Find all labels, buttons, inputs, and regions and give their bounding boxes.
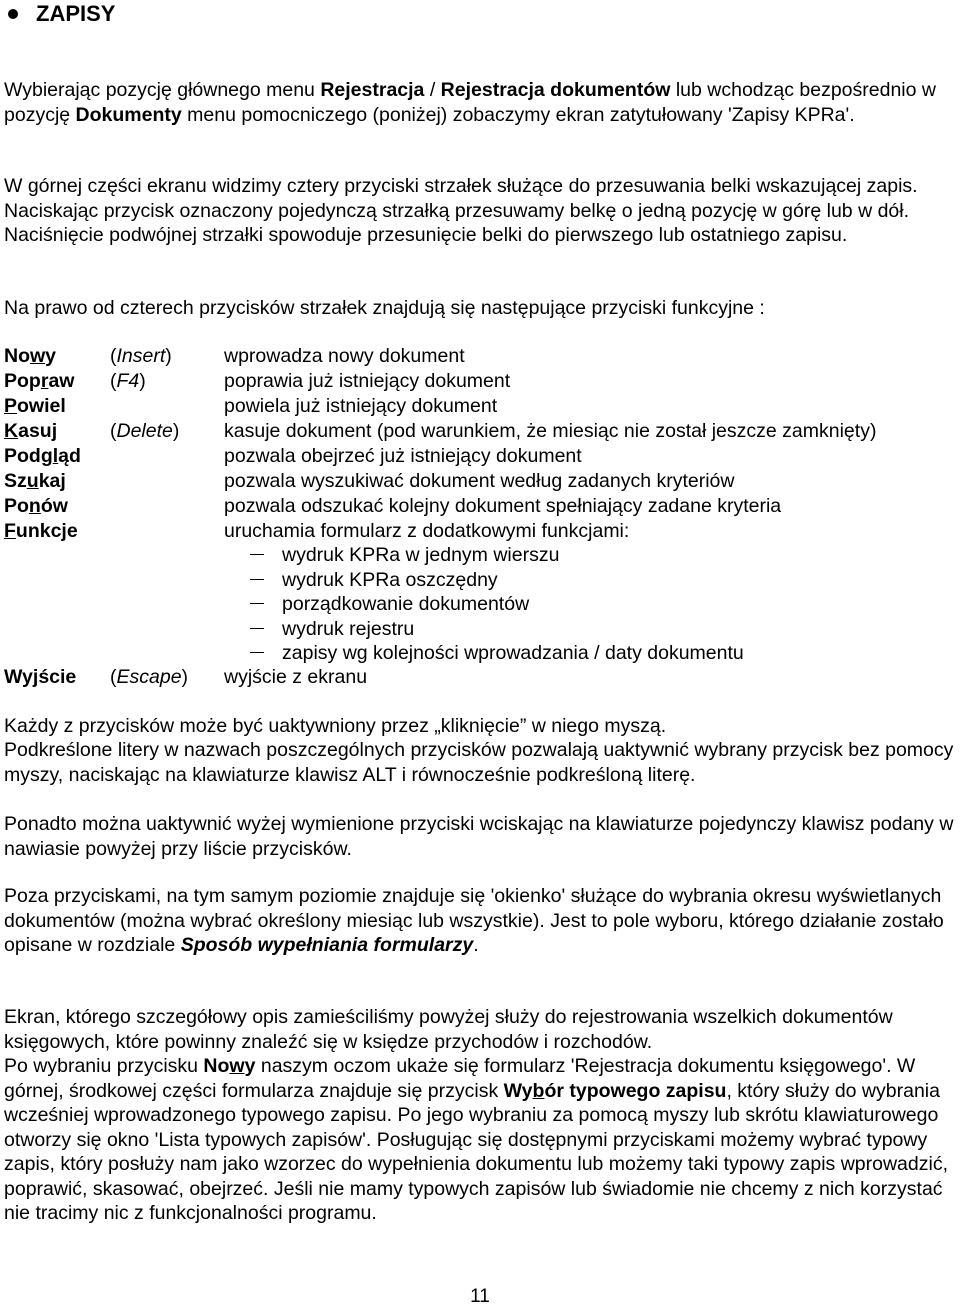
paragraph-click: Każdy z przycisków może być uaktywniony przez „kliknięcie” w niego myszą. xyxy=(4,715,667,737)
text: . xyxy=(473,934,479,956)
menu-term-rejestracja: Rejestracja xyxy=(320,79,425,101)
menu-term-dokumenty: Dokumenty xyxy=(75,103,182,126)
subfunction-item xyxy=(250,592,529,617)
function-key: (Insert) xyxy=(110,345,172,367)
paragraph-functions-intro: Na prawo od czterech przycisków strzałek znajdują się następujące przyciski funkcyjne : xyxy=(4,297,765,319)
function-desc: wyjście z ekranu xyxy=(224,666,368,688)
subfunction-label: wydruk rejestru xyxy=(282,617,415,640)
subfunction-label: porządkowanie dokumentów xyxy=(282,593,530,615)
bullet-icon xyxy=(8,9,18,19)
text: Po wybraniu przycisku xyxy=(4,1055,204,1077)
dash-icon xyxy=(250,579,264,580)
function-name: Kasuj xyxy=(4,420,58,442)
function-row xyxy=(4,519,956,544)
paragraph-underline: Podkreślone litery w nazwach poszczególnych przycisków pozwalają uaktywnić wybrany przycisk bez pomocy myszy, naciskając na klawiaturze klawisz ALT i równocześnie podkreśloną literę. xyxy=(4,739,954,786)
heading-text: ZAPISY xyxy=(36,1,116,26)
function-name: Powiel xyxy=(4,395,66,417)
dash-icon xyxy=(250,554,264,555)
function-name: Nowy xyxy=(4,345,57,367)
text-block xyxy=(4,1054,956,1226)
subfunction-label: wydruk KPRa w jednym wierszu xyxy=(282,544,560,566)
function-name: Ponów xyxy=(4,495,68,517)
function-desc: uruchamia formularz z dodatkowymi funkcjami: xyxy=(224,520,630,542)
dash-icon xyxy=(250,603,264,604)
function-key: (F4) xyxy=(110,370,146,392)
subfunction-item xyxy=(250,543,559,568)
text: Wybierając pozycję głównego menu xyxy=(4,79,321,101)
function-row xyxy=(4,419,956,444)
function-desc: wprowadza nowy dokument xyxy=(224,345,465,367)
paragraph-arrows: W górnej części ekranu widzimy cztery przyciski strzałek służące do przesuwania belki wskazującej zapis. Naciskając przycisk oznaczony pojedynczą strzałką przesuwamy belkę o jedną pozycję w górę lub w dół. Naciśnięcie podwójnej strzałki spowoduje przesunięcie belki do pierwszego lub ostatniego zapisu. xyxy=(4,175,918,246)
button-term-nowy: Nowy xyxy=(203,1055,256,1077)
function-desc: pozwala odszukać kolejny dokument spełniający zadane kryteria xyxy=(224,495,782,517)
function-name: Funkcje xyxy=(4,520,78,542)
section-heading xyxy=(6,0,115,28)
function-row xyxy=(4,394,956,419)
function-name: Popraw xyxy=(4,370,75,392)
function-name: Podgląd xyxy=(4,445,81,467)
menu-term-rejestracja-dokumentow: Rejestracja dokumentów xyxy=(440,79,671,101)
function-name: Szukaj xyxy=(4,470,66,492)
dash-icon xyxy=(250,628,264,629)
paragraph-intro xyxy=(4,78,956,127)
text: Poza przyciskami, na tym samym poziomie znajduje się 'okienko' służące do wybrania okresu wyświetlanych dokumentów (można wybrać określony miesiąc lub wszystkie). Jest to pole wyboru, którego działanie zostało opisane w rozdziale xyxy=(4,885,944,956)
subfunction-item xyxy=(250,568,498,593)
dash-icon xyxy=(250,652,264,653)
function-row xyxy=(4,369,956,394)
function-row xyxy=(4,494,956,519)
text: naszym oczom ukaże się formularz 'Rejestracja dokumentu księgowego'. W górnej, środkowej części formularza znajduje się przycisk xyxy=(4,1055,916,1102)
paragraph-period xyxy=(4,884,956,958)
page-number: 11 xyxy=(470,1286,490,1307)
function-row xyxy=(4,444,956,469)
function-row xyxy=(4,469,956,494)
function-name: Wyjście xyxy=(4,666,77,688)
text: , który służy do wybrania wcześniej wprowadzonego typowego zapisu. Po jego wybraniu za pomocą myszy lub skrótu klawiaturowego otworzy się okno 'Lista typowych zapisów'. Posługując się dostępnymi przyciskami możemy wybrać typowy zapis, który posłuży nam jako wzorzec do wypełnienia dokumentu lub możemy taki typowy zapis wprowadzić, poprawić, skasować, obejrzeć. Jeśli nie mamy typowych zapisów lub świadomie nie chcemy z nich korzystać nie tracimy nic z funkcjonalności programu. xyxy=(4,1079,948,1224)
text: / xyxy=(424,79,441,101)
function-key: (Delete) xyxy=(110,420,180,442)
paragraph-screen xyxy=(4,1005,956,1226)
function-desc: powiela już istniejący dokument xyxy=(224,395,498,417)
function-desc: poprawia już istniejący dokument xyxy=(224,370,511,392)
text: menu pomocniczego (poniżej) zobaczymy ekran zatytułowany 'Zapisy KPRa'. xyxy=(181,103,855,126)
function-desc: kasuje dokument (pod warunkiem, że miesiąc nie został jeszcze zamknięty) xyxy=(224,420,877,442)
subfunction-item xyxy=(250,617,414,642)
text: Ekran, którego szczegółowy opis zamieściliśmy powyżej służy do rejestrowania wszelkich dokumentów księgowych, które powinny znaleźć się w księdze przychodów i rozchodów. xyxy=(4,1006,893,1053)
subfunction-label: zapisy wg kolejności wprowadzania / daty dokumentu xyxy=(282,642,744,664)
function-row xyxy=(4,344,956,369)
function-row-exit xyxy=(4,665,956,690)
text: lub wchodząc bezpośrednio w pozycję xyxy=(4,79,936,126)
chapter-reference: Sposób wypełniania formularzy xyxy=(180,934,474,956)
function-key: (Escape) xyxy=(110,666,189,688)
subfunction-label: wydruk KPRa oszczędny xyxy=(282,568,498,591)
function-desc: pozwala wyszukiwać dokument według zadanych kryteriów xyxy=(224,470,735,492)
subfunction-item xyxy=(250,641,744,666)
button-term-wybor: Wybór typowego zapisu xyxy=(503,1079,727,1102)
function-desc: pozwala obejrzeć już istniejący dokument xyxy=(224,445,582,467)
paragraph-keys: Ponadto można uaktywnić wyżej wymienione przyciski wciskając na klawiaturze pojedynczy klawisz podany w nawiasie powyżej przy liście przycisków. xyxy=(4,813,954,860)
